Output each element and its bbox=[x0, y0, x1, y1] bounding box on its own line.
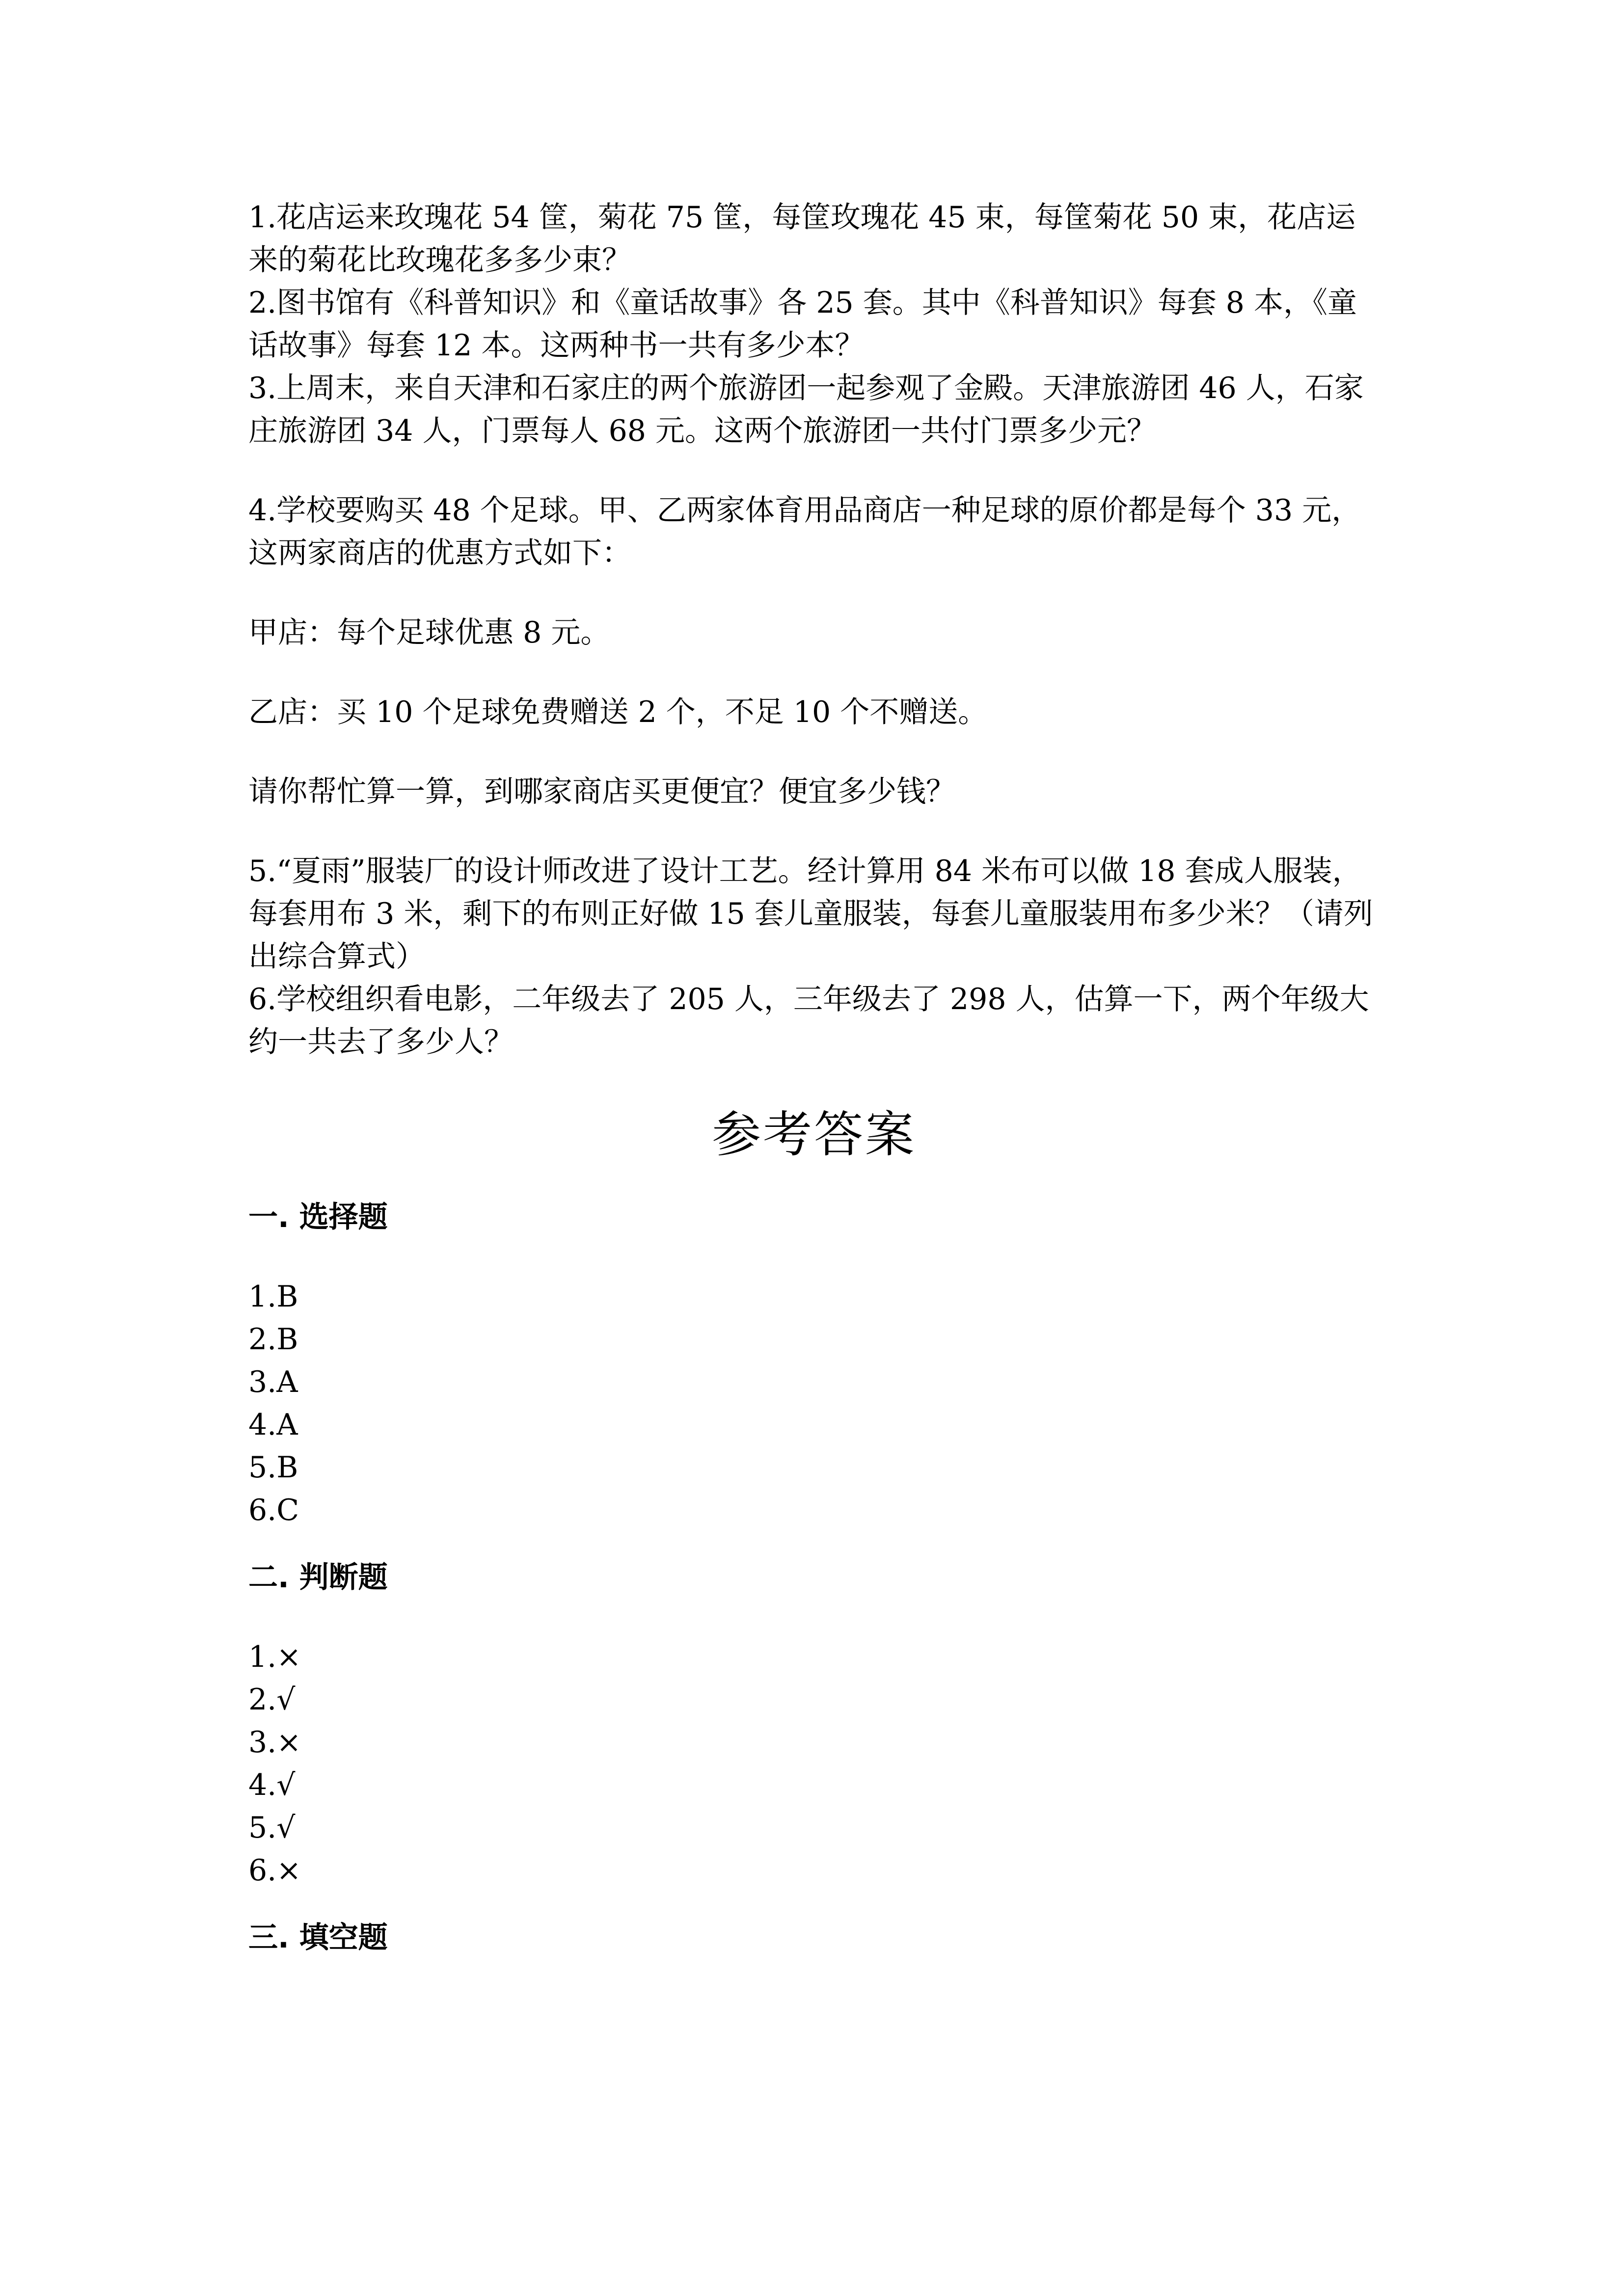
answer-item: 1.B bbox=[248, 1280, 298, 1314]
page-content bbox=[248, 196, 1380, 1959]
answer-item: 2.√ bbox=[248, 1682, 296, 1717]
answer-item: 4.√ bbox=[248, 1768, 296, 1802]
answer-item: 6.× bbox=[248, 1853, 301, 1888]
answer-item: 4.A bbox=[248, 1408, 298, 1442]
question-2: 2.图书馆有《科普知识》和《童话故事》各 25 套。其中《科普知识》每套 8 本，《童话故事》每套 12 本。这两种书一共有多少本？ bbox=[248, 286, 1357, 363]
question-4-question: 请你帮忙算一算，到哪家商店买更便宜？便宜多少钱？ bbox=[248, 774, 955, 809]
answer-list-choice bbox=[248, 1276, 1380, 1532]
answer-list-judgement bbox=[248, 1636, 1380, 1892]
answer-item: 5.√ bbox=[248, 1811, 296, 1845]
question-1: 1.花店运来玫瑰花 54 筐，菊花 75 筐，每筐玫瑰花 45 束，每筐菊花 50 束，花店运来的菊花比玫瑰花多多少束？ bbox=[248, 200, 1356, 277]
section-heading-choice: 一. 选择题 bbox=[248, 1200, 388, 1234]
question-4-shop-a: 甲店：每个足球优惠 8 元。 bbox=[248, 615, 610, 650]
answer-title: 参考答案 bbox=[712, 1106, 916, 1163]
answer-item: 1.× bbox=[248, 1640, 301, 1674]
answer-item: 3.A bbox=[248, 1365, 298, 1399]
question-4-shop-b: 乙店：买 10 个足球免费赠送 2 个，不足 10 个不赠送。 bbox=[248, 695, 988, 729]
answer-item: 5.B bbox=[248, 1450, 298, 1485]
question-3: 3.上周末，来自天津和石家庄的两个旅游团一起参观了金殿。天津旅游团 46 人，石家庄旅游团 34 人，门票每人 68 元。这两个旅游团一共付门票多少元？ bbox=[248, 371, 1364, 448]
question-6: 6.学校组织看电影，二年级去了 205 人，三年级去了 298 人，估算一下，两个年级大约一共去了多少人？ bbox=[248, 982, 1369, 1059]
question-4-intro: 4.学校要购买 48 个足球。甲、乙两家体育用品商店一种足球的原价都是每个 33 元，这两家商店的优惠方式如下： bbox=[248, 493, 1361, 570]
section-heading-fill-blank: 三. 填空题 bbox=[248, 1921, 388, 1955]
section-heading-judgement: 二. 判断题 bbox=[248, 1560, 388, 1595]
answer-item: 2.B bbox=[248, 1322, 298, 1357]
answer-item: 3.× bbox=[248, 1725, 301, 1760]
question-5: 5.“夏雨”服装厂的设计师改进了设计工艺。经计算用 84 米布可以做 18 套成人服装，每套用布 3 米，剩下的布则正好做 15 套儿童服装，每套儿童服装用布多少米？（请列出综合算式） bbox=[248, 854, 1373, 974]
answer-item: 6.C bbox=[248, 1493, 299, 1527]
